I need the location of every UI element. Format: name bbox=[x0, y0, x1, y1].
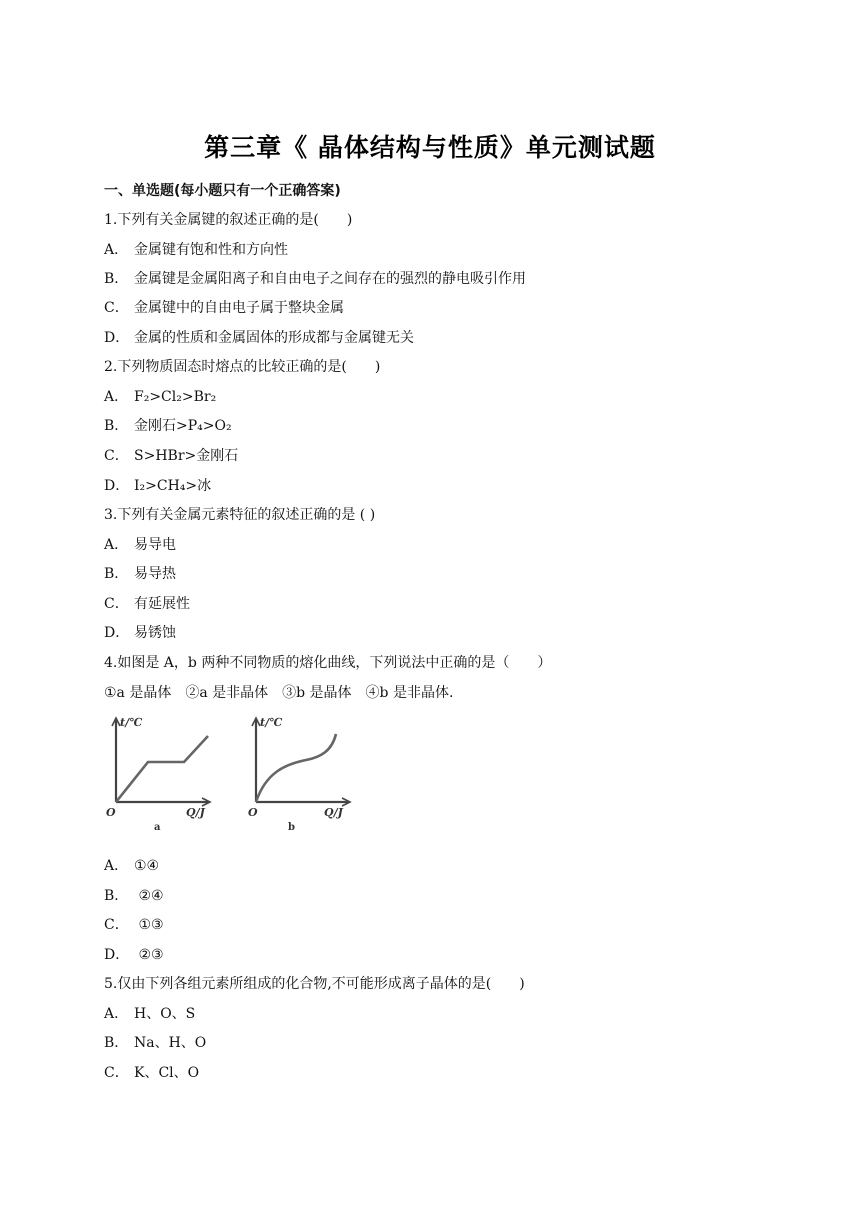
question-5-option-b: B． Na、H、O bbox=[104, 1035, 207, 1051]
graph-b-origin: O bbox=[248, 806, 258, 819]
question-2-option-c: C． S>HBr>金刚石 bbox=[104, 448, 239, 464]
question-5-stem: 5.仅由下列各组元素所组成的化合物,不可能形成离子晶体的是( ) bbox=[104, 976, 525, 992]
question-1-stem: 1.下列有关金属键的叙述正确的是( ) bbox=[104, 212, 353, 228]
question-3-option-b: B． 易导热 bbox=[104, 566, 176, 582]
question-3-stem: 3.下列有关金属元素特征的叙述正确的是 ( ) bbox=[104, 507, 376, 523]
graph-a bbox=[112, 718, 210, 806]
question-2-option-a: A． F₂>Cl₂>Br₂ bbox=[104, 389, 217, 405]
question-2-option-b: B． 金刚石>P₄>O₂ bbox=[104, 418, 232, 434]
section-heading: 一、单选题(每小题只有一个正确答案) bbox=[104, 183, 341, 199]
question-2-stem: 2.下列物质固态时熔点的比较正确的是( ) bbox=[104, 359, 381, 375]
graph-b-xlabel: Q/J bbox=[324, 806, 343, 819]
graph-a-xlabel: Q/J bbox=[186, 806, 205, 819]
question-3-option-a: A． 易导电 bbox=[104, 537, 176, 553]
question-1-option-b: B． 金属键是金属阳离子和自由电子之间存在的强烈的静电吸引作用 bbox=[104, 271, 526, 287]
question-4-option-c: C． ①③ bbox=[104, 917, 164, 933]
question-1-option-d: D． 金属的性质和金属固体的形成都与金属键无关 bbox=[104, 330, 414, 346]
question-1-option-c: C． 金属键中的自由电子属于整块金属 bbox=[104, 300, 344, 316]
question-3-option-c: C． 有延展性 bbox=[104, 596, 190, 612]
question-4-stem: 4.如图是 A，b 两种不同物质的熔化曲线，下列说法中正确的是（ ） bbox=[104, 655, 552, 671]
question-5-option-c: C． K、Cl、O bbox=[104, 1065, 200, 1081]
graph-a-origin: O bbox=[106, 806, 116, 819]
page-title: 第三章《 晶体结构与性质》单元测试题 bbox=[204, 133, 656, 162]
question-2-option-d: D． I₂>CH₄>冰 bbox=[104, 478, 212, 494]
question-3-option-d: D． 易锈蚀 bbox=[104, 625, 176, 641]
question-4-statements: ①a 是晶体 ②a 是非晶体 ③b 是晶体 ④b 是非晶体. bbox=[104, 685, 454, 701]
question-1-option-a: A． 金属键有饱和性和方向性 bbox=[104, 242, 288, 258]
question-4-option-b: B． ②④ bbox=[104, 888, 164, 904]
question-5-option-a: A． H、O、S bbox=[104, 1006, 196, 1022]
graph-b bbox=[252, 718, 350, 806]
melting-curves-svg bbox=[100, 712, 360, 838]
graph-a-ylabel: t/℃ bbox=[120, 716, 143, 729]
question-4-option-d: D． ②③ bbox=[104, 947, 164, 963]
question-4-option-a: A． ①④ bbox=[104, 858, 160, 874]
graph-a-caption: a bbox=[154, 822, 161, 833]
graph-b-ylabel: t/℃ bbox=[260, 716, 283, 729]
graph-a-curve bbox=[116, 736, 208, 802]
melting-curves-figure bbox=[100, 712, 360, 842]
graph-b-caption: b bbox=[288, 822, 295, 833]
graph-b-curve bbox=[256, 734, 336, 802]
